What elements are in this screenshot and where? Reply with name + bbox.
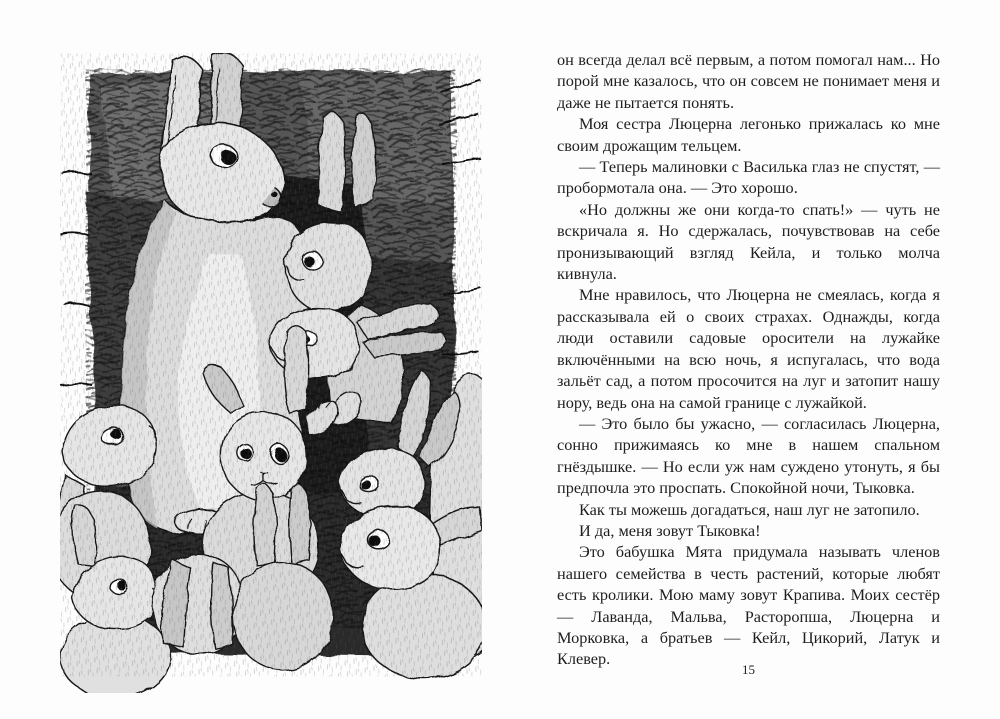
paragraph: Мне нравилось, что Люцерна не смеялась, когда я рассказывала ей о своих страхах. Однажды, когда люди оставили садовые оросители на лужайке включёнными на всю ночь, я испугалась, что вода зальёт сад, а потом просочится на луг и затопит нашу нору, ведь она на самой границе с лужайкой. [557, 285, 940, 412]
paragraph: — Теперь малиновки с Василька глаз не спустят, — пробормотала она. — Это хорошо. [557, 157, 940, 198]
paragraph: Моя сестра Люцерна легонько прижалась ко мне своим дрожащим тельцем. [557, 114, 940, 155]
page-number: 15 [742, 662, 755, 677]
fur-texture-overlay [60, 53, 482, 676]
paragraph: он всегда делал всё первым, а потом помогал нам... Но порой мне казалось, что он совсем не понимает меня и даже не пытается понять. [557, 50, 940, 112]
paragraph: И да, меня зовут Тыковка! [579, 520, 761, 540]
paragraph: Как ты можешь догадаться, наш луг не затопило. [579, 499, 920, 519]
paragraph: — Это было бы ужасно, — согласилась Люцерна, сонно прижимаясь ко мне в нашем спальном гнёздышке. — Но если уж нам суждено утонуть, я бы предпочла это проспать. Спокойной ночи, Тыковка. [557, 413, 940, 498]
page-text [557, 49, 940, 670]
paragraph: «Но должны же они когда-то спать!» — чуть не вскричала я. Но сдержалась, почувствовав на себе пронизывающий взгляд Кейла, и только молча кивнула. [557, 199, 940, 284]
paragraph: Это бабушка Мята придумала называть членов нашего семейства в честь растений, которые любят есть кролики. Мою маму зовут Крапива. Моих сестёр — Лаванда, Мальва, Расторопша, Люцерна и Морковка, а братьев — Кейл, Цикорий, Латук и Клевер. [557, 542, 940, 669]
rabbit-illustration [60, 53, 482, 693]
